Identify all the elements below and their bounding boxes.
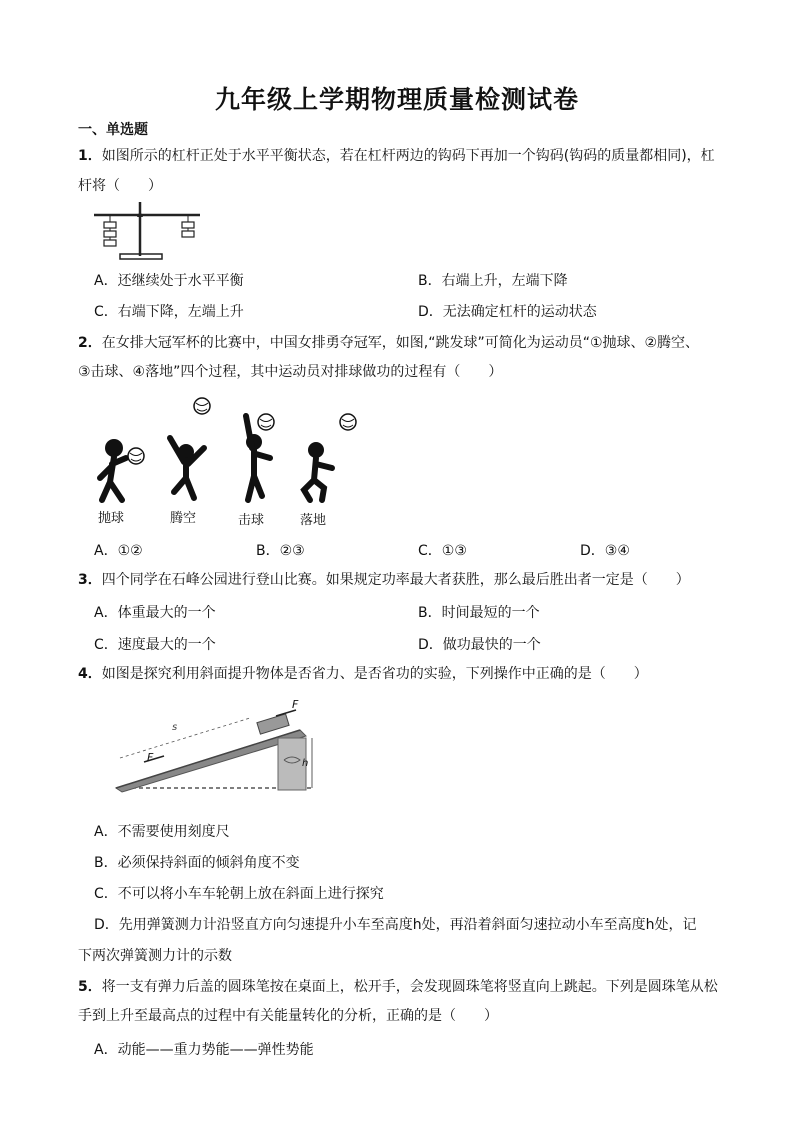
question-1-option-d: D．无法确定杠杆的运动状态 [418,304,597,320]
question-3-number: 3． [78,572,102,588]
question-2-line-1 [78,333,699,353]
lever-figure [92,198,204,262]
question-5-number: 5． [78,979,102,995]
question-2-option-b: B．②③ [256,543,305,559]
figure-jump-player [170,398,210,498]
incline-height-label: h [302,758,309,769]
question-4-option-c: C．不可以将小车车轮朝上放在斜面上进行探究 [94,886,384,902]
question-4-text: 如图是探究利用斜面提升物体是否省力、是否省功的实验，下列操作中正确的是（ ） [101,666,648,682]
question-3-text: 四个同学在石峰公园进行登山比赛。如果规定功率最大者获胜，那么最后胜出者一定是（ ） [101,572,690,588]
question-2-line-2: ③击球、④落地”四个过程，其中运动员对排球做功的过程有（ ） [78,364,503,380]
question-4-option-d-line-2: 下两次弹簧测力计的示数 [78,948,232,964]
figure-label-land: 落地 [300,513,327,528]
incline-length-label: s [172,722,178,733]
question-1-option-b: B．右端上升，左端下降 [418,273,568,289]
question-5-line-2: 手到上升至最高点的过程中有关能量转化的分析，正确的是（ ） [78,1008,498,1024]
question-1-option-a: A．还继续处于水平平衡 [94,273,244,289]
volleyball-figure [90,396,370,530]
incline-force-top-label: F [292,698,299,711]
question-1-line-2: 杆将（ ） [78,178,162,194]
incline-figure [100,700,320,800]
question-1-line-1 [78,146,715,166]
question-5-line-1 [78,977,718,997]
question-4-option-b: B．必须保持斜面的倾斜角度不变 [94,855,300,871]
question-5-option-a: A．动能——重力势能——弹性势能 [94,1042,314,1058]
question-3-option-d: D．做功最快的一个 [418,637,541,653]
figure-hit-player [246,414,274,500]
section-heading: 一、单选题 [78,122,148,138]
question-1-number: 1． [78,148,102,164]
question-2-number: 2． [78,335,102,351]
question-2-option-a: A．①② [94,543,143,559]
question-1-text: 如图所示的杠杆正处于水平平衡状态，若在杠杆两边的钩码下再加一个钩码(钩码的质量都相同)，杠 [101,148,715,164]
figure-land-player [304,414,356,500]
question-2-option-c: C．①③ [418,543,467,559]
figure-label-jump: 腾空 [170,511,197,526]
question-3-option-a: A．体重最大的一个 [94,605,216,621]
question-5-text: 将一支有弹力后盖的圆珠笔按在桌面上，松开手，会发现圆珠笔将竖直向上跳起。下列是圆珠笔从松 [101,979,718,995]
question-3-option-b: B．时间最短的一个 [418,605,540,621]
figure-label-hit: 击球 [238,513,265,528]
page-title: 九年级上学期物理质量检测试卷 [214,85,579,114]
question-1-option-c: C．右端下降，左端上升 [94,304,244,320]
figure-label-toss: 抛球 [98,511,125,526]
question-3-option-c: C．速度最大的一个 [94,637,216,653]
incline-force-bottom-label: F [147,751,154,764]
question-4-option-d-line-1: D．先用弹簧测力计沿竖直方向匀速提升小车至高度h处，再沿着斜面匀速拉动小车至高度h处，记 [94,917,697,933]
question-3-line-1 [78,570,690,590]
figure-toss-player [100,439,144,500]
question-4-option-a: A．不需要使用刻度尺 [94,824,230,840]
question-4-number: 4． [78,666,102,682]
question-4-line-1 [78,664,648,684]
question-2-option-d: D．③④ [580,543,630,559]
question-2-text: 在女排大冠军杯的比赛中，中国女排勇夺冠军，如图,“跳发球”可简化为运动员“①抛球、②腾空、 [101,335,700,351]
